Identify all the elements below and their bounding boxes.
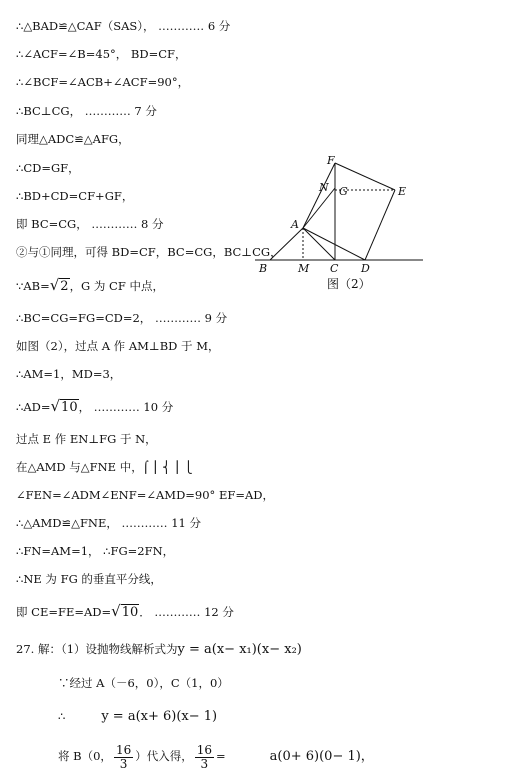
fraction: $\frac{16}{3}$ — [196, 742, 212, 771]
segment-ad — [303, 228, 365, 260]
label-e: E — [398, 185, 407, 198]
label-c: C — [330, 262, 339, 275]
text-line: ∵经过 A（－6，0），C（1，0） — [58, 676, 229, 690]
text-line: ∴AM=1，MD=3， — [16, 367, 122, 381]
formula: y = a(x+ 6)(x− 1) — [101, 709, 218, 724]
figure-caption: 图（2） — [327, 277, 371, 291]
text-line: 同理△ADC≌△AFG， — [16, 132, 130, 146]
label-f: F — [327, 154, 335, 167]
text-line: ②与①同理，可得 BD=CF，BC=CG，BC⊥CG， — [16, 245, 282, 259]
segment-af — [303, 163, 335, 228]
text-line: 即 CE=FE=AD=√10． ………… 12 分 — [16, 602, 234, 620]
label-m: M — [298, 262, 310, 275]
label-g: G — [339, 185, 348, 198]
text-line: ∴△BAD≌△CAF（SAS）， ………… 6 分 — [16, 19, 231, 33]
text-line: ∠FEN=∠ADM∠ENF=∠AMD=90° EF=AD， — [16, 488, 274, 502]
geometry-figure — [255, 153, 425, 293]
segment-ba — [270, 228, 303, 260]
text-line: ∴AD=√10， ………… 10 分 — [16, 397, 174, 415]
segment-ed — [365, 190, 395, 260]
formula: a(0+ 6)(0− 1)， — [269, 749, 374, 764]
fraction: $\frac{16}{3}$ — [115, 742, 132, 771]
text-line: 27. 解：（1）设抛物线解析式为y = a(x− x₁)(x− x₂) — [16, 642, 302, 657]
sqrt-expression: √2 — [49, 276, 69, 294]
text-line: ∴ y = a(x+ 6)(x− 1) — [58, 709, 218, 724]
text-line: 在△AMD 与△FNE 中，⌠ ⎮ ⎨ ⎮ ⎩ — [16, 460, 193, 474]
text-line: 如图（2），过点 A 作 AM⊥BD 于 M， — [16, 339, 220, 353]
segment-ag — [303, 188, 335, 228]
text-line: ∴FN=AM=1， ∴FG=2FN， — [16, 544, 175, 558]
segment-ac — [303, 228, 335, 260]
sqrt-expression: √10 — [111, 602, 139, 620]
text-line: ∴△AMD≌△FNE， ………… 11 分 — [16, 516, 201, 530]
label-n: N — [319, 181, 329, 194]
text-line: ∴CD=GF， — [16, 161, 80, 175]
label-d: D — [361, 262, 370, 275]
text-line: 将 B（0， $\frac{16}{3}$ ）代入得， $\frac{16}{3}$ = a(0+ 6)(0− 1)， — [58, 742, 374, 771]
text-line: 即 BC=CG， ………… 8 分 — [16, 217, 164, 231]
text-line: ∴BD+CD=CF+GF， — [16, 189, 134, 203]
text-line: ∴BC=CG=FG=CD=2， ………… 9 分 — [16, 311, 228, 325]
formula: y = a(x− x₁)(x− x₂) — [177, 642, 302, 657]
sqrt-expression: √10 — [50, 397, 78, 415]
text-line: ∵AB=√2，G 为 CF 中点， — [16, 276, 164, 294]
text-line: ∴NE 为 FG 的垂直平分线， — [16, 572, 162, 586]
text-line: ∴BC⊥CG， ………… 7 分 — [16, 104, 157, 118]
text-line: 过点 E 作 EN⊥FG 于 N， — [16, 432, 157, 446]
label-a: A — [291, 218, 299, 231]
text-line: ∴∠BCF=∠ACB+∠ACF=90°， — [16, 75, 190, 89]
text-line: ∴∠ACF=∠B=45°， BD=CF， — [16, 47, 187, 61]
label-b: B — [259, 262, 268, 275]
